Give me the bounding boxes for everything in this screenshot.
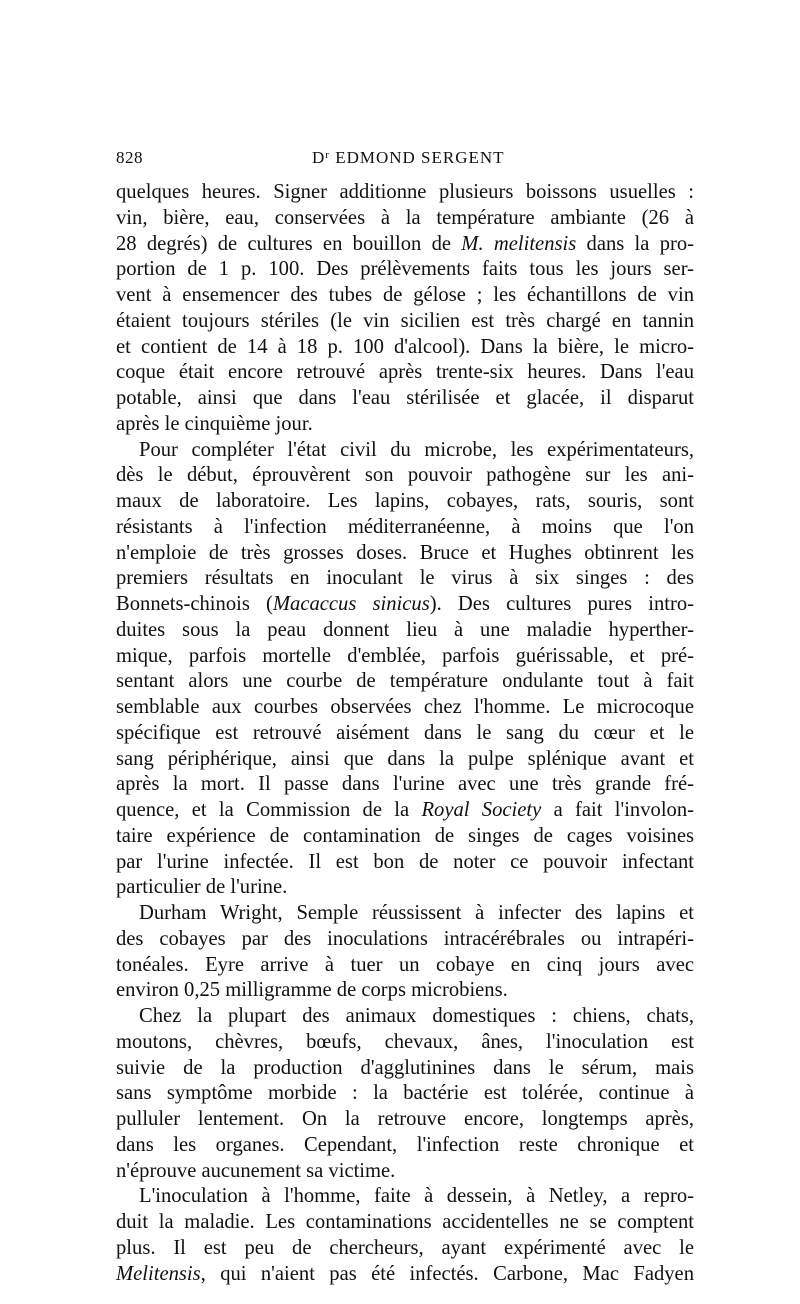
text-segment: 28 degrés) de cultures en bouillon de	[116, 232, 462, 255]
text-segment: après la mort. Il passe dans l'urine avec une très grande fré-	[116, 773, 694, 796]
text-line	[116, 335, 694, 361]
text-segment: mique, parfois mortelle d'emblée, parfois guérissable, et pré-	[116, 644, 694, 667]
text-segment: coque était encore retrouvé après trente-six heures. Dans l'eau	[116, 361, 694, 384]
text-segment: après le cinquième jour.	[116, 412, 313, 435]
text-segment: par l'urine infectée. Il est bon de noter ce pouvoir infectant	[116, 850, 694, 873]
text-segment: environ 0,25 milligramme de corps microbiens.	[116, 979, 508, 1002]
text-segment: duit la maladie. Les contaminations accidentelles ne se comptent	[116, 1211, 694, 1233]
text-segment: n'emploie de très grosses doses. Bruce et Hughes obtinrent les	[116, 541, 694, 564]
text-segment: sentant alors une courbe de température ondulante tout à fait	[116, 670, 694, 693]
text-line	[116, 438, 694, 464]
text-segment: et contient de 14 à 18 p. 100 d'alcool). Dans la bière, le micro-	[116, 335, 694, 358]
text-line	[116, 257, 694, 283]
page-header	[116, 148, 694, 172]
text-line	[116, 1133, 694, 1159]
text-line	[116, 463, 694, 489]
text-segment: L'inoculation à l'homme, faite à dessein, à Netley, a repro-	[139, 1185, 694, 1208]
text-line	[116, 1236, 694, 1262]
text-segment: maux de laboratoire. Les lapins, cobayes, rats, souris, sont	[116, 490, 694, 512]
text-line	[116, 901, 694, 927]
text-segment: semblable aux courbes observées chez l'homme. Le microcoque	[116, 696, 694, 718]
text-line	[116, 824, 694, 850]
text-line	[116, 978, 694, 1004]
text-segment: quence, et la Commission de la	[116, 799, 422, 821]
text-line	[116, 850, 694, 876]
text-segment: vent à ensemencer des tubes de gélose ; les échantillons de vin	[116, 284, 694, 306]
text-line	[116, 232, 694, 258]
text-segment: suivie de la production d'agglutinines dans le sérum, mais	[116, 1056, 694, 1079]
text-segment: dans les organes. Cependant, l'infection reste chronique et	[116, 1133, 694, 1156]
text-line	[116, 875, 694, 901]
text-segment: ). Des cultures pures intro-	[429, 593, 694, 615]
text-line	[116, 1159, 694, 1185]
italic-text-segment: Royal Society	[421, 799, 542, 821]
text-line	[116, 489, 694, 515]
text-segment: plus. Il est peu de chercheurs, ayant expérimenté avec le	[116, 1236, 694, 1259]
text-segment: des cobayes par des inoculations intracérébrales ou intrapéri-	[116, 927, 694, 950]
text-line	[116, 180, 694, 206]
text-segment: dès le début, éprouvèrent son pouvoir pathogène sur les ani-	[116, 464, 694, 487]
italic-text-segment: Melitensis	[116, 1262, 201, 1285]
text-segment: sans symptôme morbide : la bactérie est tolérée, continue à	[116, 1082, 694, 1105]
text-segment: étaient toujours stériles (le vin sicilien est très chargé en tannin	[116, 309, 694, 332]
italic-text-segment: M. melitensis	[461, 232, 577, 255]
text-line	[116, 747, 694, 773]
text-line	[116, 592, 694, 618]
text-line	[116, 541, 694, 567]
text-line	[116, 1030, 694, 1056]
body-text	[116, 180, 694, 1287]
text-line	[116, 669, 694, 695]
text-line	[116, 1004, 694, 1030]
text-line	[116, 309, 694, 335]
text-line	[116, 386, 694, 412]
text-segment: particulier de l'urine.	[116, 876, 288, 899]
text-segment: pulluler lentement. On la retrouve encore, longtemps après,	[116, 1108, 694, 1130]
italic-text-segment: Macaccus sinicus	[272, 593, 430, 615]
text-line	[116, 1107, 694, 1133]
author-prefix-superscript: r	[325, 149, 330, 161]
text-segment: spécifique est retrouvé aisément dans le sang du cœur et le	[116, 721, 694, 744]
text-line	[116, 798, 694, 824]
text-segment: taire expérience de contamination de singes de cages voisines	[116, 824, 694, 847]
author-prefix: D	[312, 148, 326, 167]
text-line	[116, 360, 694, 386]
text-line	[116, 1081, 694, 1107]
text-segment: vin, bière, eau, conservées à la température ambiante (26 à	[116, 206, 694, 229]
running-head-author	[312, 148, 505, 168]
text-segment: premiers résultats en inoculant le virus à six singes : des	[116, 567, 694, 590]
text-line	[116, 644, 694, 670]
text-segment: tonéales. Eyre arrive à tuer un cobaye en cinq jours avec	[116, 953, 694, 976]
text-line	[116, 206, 694, 232]
text-segment: n'éprouve aucunement sa victime.	[116, 1159, 396, 1182]
text-segment: a fait l'involon-	[541, 799, 694, 821]
text-segment: résistants à l'infection méditerranéenne, à moins que l'on	[116, 515, 694, 538]
text-segment: Pour compléter l'état civil du microbe, les expérimentateurs,	[139, 438, 694, 461]
text-line	[116, 283, 694, 309]
text-segment: quelques heures. Signer additionne plusieurs boissons usuelles :	[116, 181, 694, 203]
text-segment: moutons, chèvres, bœufs, chevaux, ânes, l'inoculation est	[116, 1030, 694, 1053]
author-name: EDMOND SERGENT	[335, 148, 505, 167]
text-segment: Durham Wright, Semple réussissent à infecter des lapins et	[139, 902, 694, 924]
page-number: 828	[116, 148, 143, 167]
text-segment: duites sous la peau donnent lieu à une maladie hyperther-	[116, 618, 694, 641]
text-line	[116, 695, 694, 721]
text-line	[116, 1056, 694, 1082]
text-line	[116, 772, 694, 798]
text-line	[116, 618, 694, 644]
text-segment: portion de 1 p. 100. Des prélèvements faits tous les jours ser-	[116, 258, 694, 281]
text-line	[116, 721, 694, 747]
text-segment: Bonnets-chinois (	[116, 593, 273, 615]
text-segment: dans la pro-	[576, 232, 694, 255]
text-line	[116, 953, 694, 979]
text-line	[116, 1184, 694, 1210]
text-line	[116, 515, 694, 541]
text-line	[116, 412, 694, 438]
text-line	[116, 927, 694, 953]
text-segment: potable, ainsi que dans l'eau stérilisée et glacée, il disparut	[116, 387, 694, 409]
text-line	[116, 566, 694, 592]
text-line	[116, 1262, 694, 1288]
text-line	[116, 1210, 694, 1236]
text-segment: Chez la plupart des animaux domestiques : chiens, chats,	[139, 1005, 694, 1027]
text-segment: , qui n'aient pas été infectés. Carbone, Mac Fadyen	[200, 1262, 694, 1285]
text-segment: sang périphérique, ainsi que dans la pulpe splénique avant et	[116, 747, 694, 770]
